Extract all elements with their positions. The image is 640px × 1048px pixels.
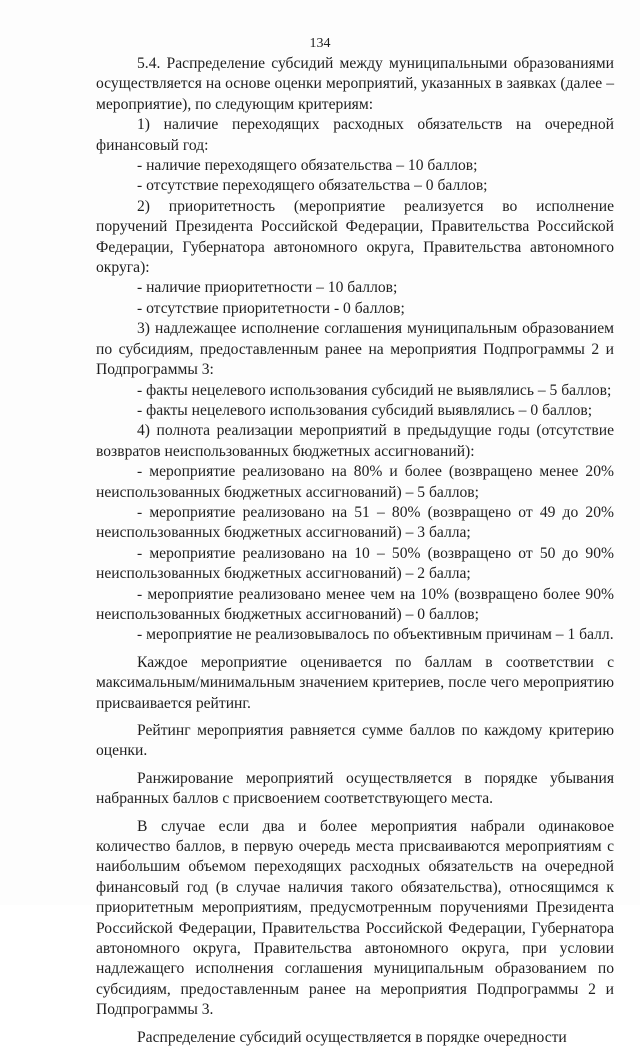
criterion-3-heading: 3) надлежащее исполнение соглашения муниципальным образованием по субсидиям, предоставленным ранее на мероприятия Подпрограммы 2 и Подпрограммы 3: (96, 320, 614, 379)
paragraph-5-4-intro: 5.4. Распределение субсидий между муниципальными образованиями осуществляется на основе оценки мероприятий, указанных в заявках (далее – мероприятие), по следующим критериям: (96, 55, 614, 113)
ranking-paragraph: Ранжирование мероприятий осуществляется в порядке убывания набранных баллов с присвоением соответствующего места. (96, 769, 614, 808)
document-body (96, 54, 614, 1048)
distribution-paragraph: Распределение субсидий осуществляется в порядке очередности (137, 1028, 567, 1046)
criterion-3-item: - факты нецелевого использования субсидий не выявлялись – 5 баллов; (137, 381, 612, 399)
criterion-4-heading: 4) полнота реализации мероприятий в предыдущие годы (отсутствие возвратов неиспользованных бюджетных ассигнований): (96, 422, 614, 460)
criterion-2-item: - наличие приоритетности – 10 баллов; (137, 279, 398, 297)
criterion-1-item: - наличие переходящего обязательства – 10 баллов; (137, 157, 478, 175)
criterion-1-heading: 1) наличие переходящих расходных обязательств на очередной финансовый год: (96, 116, 614, 154)
criterion-1-item: - отсутствие переходящего обязательства – 0 баллов; (137, 177, 488, 195)
criterion-4-item: - мероприятие реализовано на 10 – 50% (возвращено от 50 до 90% неиспользованных бюджетных ассигнований) – 2 балла; (96, 544, 614, 583)
criterion-4-item: - мероприятие реализовано менее чем на 10% (возвращено более 90% неиспользованных бюджетных ассигнований) – 0 баллов; (96, 585, 614, 623)
criterion-2-heading: 2) приоритетность (мероприятие реализуется во исполнение поручений Президента Российской Федерации, Правительства Российской Федерации, Губернатора автономного округа, Правительства автономного округа): (96, 197, 614, 277)
criterion-4-item: - мероприятие не реализовывалось по объективным причинам – 1 балл. (137, 626, 614, 644)
criterion-4-item: - мероприятие реализовано на 51 – 80% (возвращено от 49 до 20% неиспользованных бюджетных ассигнований) – 3 балла; (96, 503, 614, 542)
rating-sum-paragraph: Рейтинг мероприятия равняется сумме баллов по каждому критерию оценки. (96, 722, 614, 760)
tie-break-paragraph: В случае если два и более мероприятия набрали одинаковое количество баллов, в первую очередь места присваиваются мероприятиям с наибольшим объемом переходящих расходных обязательств на очередной финансовый год (в случае наличия такого обязательства), относящимся к приоритетным мероприятиям, предусмотренным поручениями Президента Российской Федерации, Правительства Российской Федерации, Губернатора автономного округа, Правительства автономного округа, при условии надлежащего исполнения соглашения муниципальным образованием по субсидиям, предоставленным ранее на мероприятия Подпрограммы 2 и Подпрограммы 3. (96, 817, 614, 1019)
page-number: 134 (309, 36, 331, 51)
criterion-2-item: - отсутствие приоритетности - 0 баллов; (137, 299, 405, 317)
criterion-3-item: - факты нецелевого использования субсидий выявлялись – 0 баллов; (137, 401, 593, 419)
rating-paragraph: Каждое мероприятие оценивается по баллам в соответствии с максимальным/минимальным значением критериев, после чего мероприятию присваивается рейтинг. (96, 653, 614, 712)
criterion-4-item: - мероприятие реализовано на 80% и более (возвращено менее 20% неиспользованных бюджетных ассигнований) – 5 баллов; (96, 463, 614, 501)
